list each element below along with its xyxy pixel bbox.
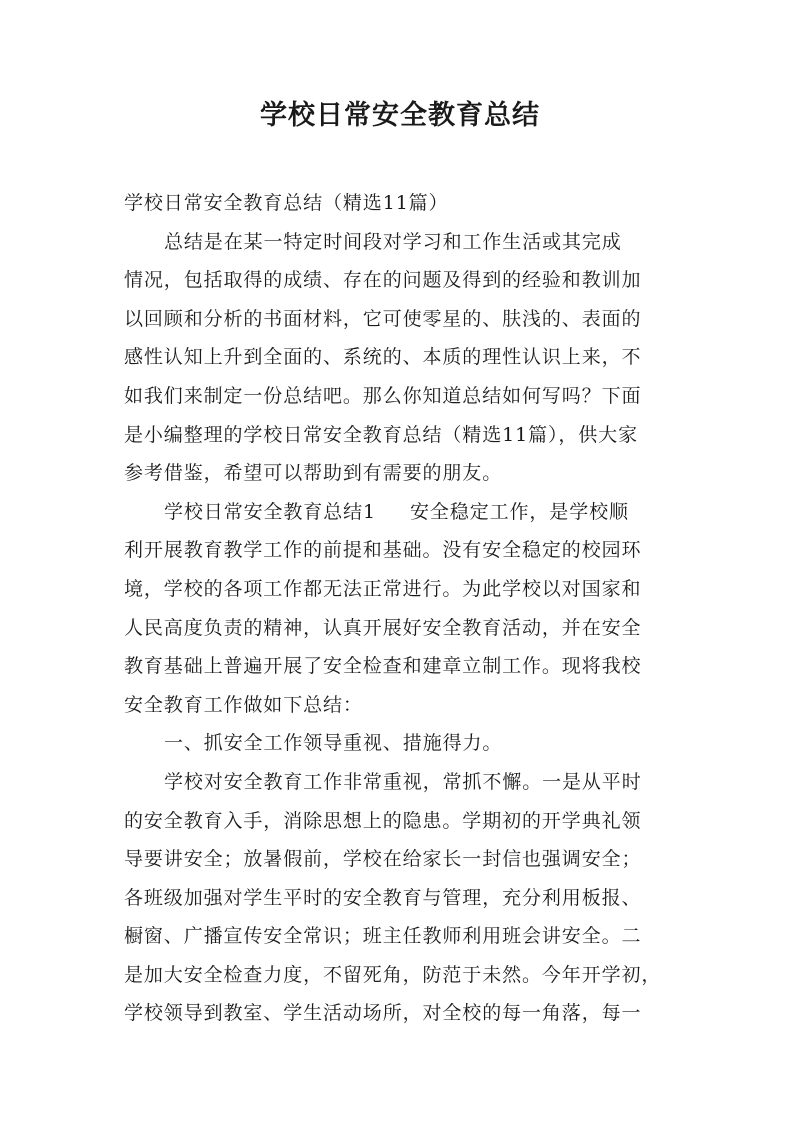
document-body: [124, 184, 686, 1033]
subheading-line: 一、抓安全工作领导重视、措施得力。: [164, 732, 503, 755]
paragraph-line: 学校对安全教育工作非常重视，常抓不懈。一是从平时: [164, 770, 642, 793]
paragraph-line: 境，学校的各项工作都无法正常进行。为此学校以对国家和: [124, 577, 642, 600]
paragraph-line: 导要讲安全；放暑假前，学校在给家长一封信也强调安全；: [124, 848, 642, 871]
paragraph-line: 的安全教育入手，消除思想上的隐患。学期初的开学典礼领: [124, 809, 642, 832]
paragraph-text: 安全稳定工作，是学校顺: [410, 500, 629, 523]
paragraph-line: 感性认知上升到全面的、系统的、本质的理性认识上来，不: [124, 346, 642, 369]
paragraph-line: 教育基础上普遍开展了安全检查和建章立制工作。现将我校: [124, 655, 642, 678]
paragraph-line: 以回顾和分析的书面材料，它可使零星的、肤浅的、表面的: [124, 307, 642, 330]
paragraph-line: 安全教育工作做如下总结：: [124, 693, 363, 716]
paragraph-line: 学校领导到教室、学生活动场所，对全校的每一角落，每一: [124, 1002, 642, 1025]
paragraph-line: 人民高度负责的精神，认真开展好安全教育活动，并在安全: [124, 616, 642, 639]
paragraph-line: 是小编整理的学校日常安全教育总结（精选11篇），供大家: [124, 423, 638, 446]
paragraph-line: 如我们来制定一份总结吧。那么你知道总结如何写吗？下面: [124, 384, 642, 407]
document-title: 学校日常安全教育总结: [260, 100, 540, 131]
paragraph-line: 利开展教育教学工作的前提和基础。没有安全稳定的校园环: [124, 539, 642, 562]
section-heading: 学校日常安全教育总结1: [164, 500, 376, 523]
paragraph-line: 总结是在某一特定时间段对学习和工作生活或其完成: [164, 230, 622, 253]
paragraph-line: 各班级加强对学生平时的安全教育与管理，充分利用板报、: [124, 886, 642, 909]
paragraph-line: 是加大安全检查力度，不留死角，防范于未然。今年开学初，: [124, 963, 662, 986]
paragraph-line: 情况，包括取得的成绩、存在的问题及得到的经验和教训加: [124, 269, 642, 292]
paragraph-line: 橱窗、广播宣传安全常识；班主任教师利用班会讲安全。二: [124, 925, 642, 948]
subtitle-line: 学校日常安全教育总结（精选11篇）: [124, 192, 449, 214]
section-heading-line: [124, 493, 686, 532]
paragraph-line: 参考借鉴，希望可以帮助到有需要的朋友。: [124, 462, 503, 485]
